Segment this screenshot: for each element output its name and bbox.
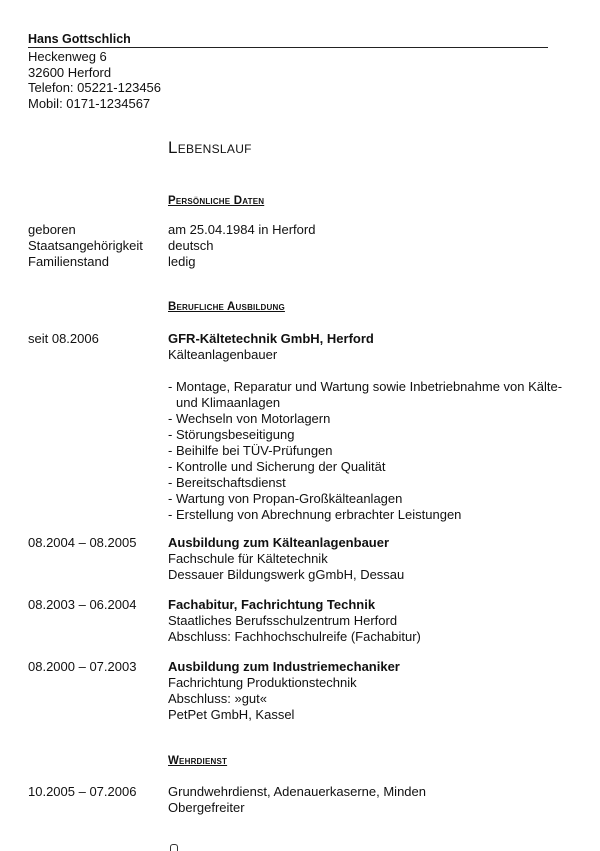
task-item: - Wechseln von Motorlagern	[168, 411, 331, 426]
entry-line: Fachrichtung Produktionstechnik	[168, 675, 357, 690]
section-heading-military: Wehrdienst	[168, 755, 228, 767]
entry-date: 08.2000 – 07.2003	[28, 659, 137, 674]
task-item: - Kontrolle und Sicherung der Qualität	[168, 459, 386, 474]
entry-line: Kälteanlagenbauer	[168, 347, 278, 362]
entry-line: Dessauer Bildungswerk gGmbH, Dessau	[168, 567, 405, 582]
row-label: geboren	[28, 222, 76, 237]
row-value: am 25.04.1984 in Herford	[168, 222, 316, 237]
city: 32600 Herford	[28, 64, 112, 80]
entry-line: Abschluss: Fachhochschulreife (Fachabitur)	[168, 629, 421, 644]
applicant-name: Hans Gottschlich	[28, 32, 131, 46]
row-label: Staatsangehörigkeit	[28, 238, 143, 253]
task-item: - Bereitschaftsdienst	[168, 475, 286, 490]
entry-content	[168, 784, 568, 816]
entry-content	[168, 331, 568, 523]
task-item: - Montage, Reparatur und Wartung sowie Inbetriebnahme von Kälte- und Klimaanlagen	[168, 379, 563, 410]
entry-date: 10.2005 – 07.2006	[28, 784, 137, 799]
row-value: deutsch	[168, 238, 214, 253]
section-heading-career: Berufliche Ausbildung	[168, 301, 285, 313]
entry-date: seit 08.2006	[28, 331, 99, 346]
entry-content	[168, 659, 568, 723]
entry-title: Ausbildung zum Industriemechaniker	[168, 659, 400, 674]
entry-content	[168, 597, 568, 645]
entry-content	[168, 535, 568, 583]
task-item: - Beihilfe bei TÜV-Prüfungen	[168, 443, 333, 458]
phone: Telefon: 05221-123456	[28, 80, 162, 95]
contact-header	[28, 32, 548, 111]
entry-title: Fachabitur, Fachrichtung Technik	[168, 597, 376, 612]
entry-line: PetPet GmbH, Kassel	[168, 707, 295, 722]
entry-title: GFR-Kältetechnik GmbH, Herford	[168, 331, 374, 346]
document-title: Lebenslauf	[168, 138, 252, 157]
entry-line: Abschluss: »gut«	[168, 691, 268, 706]
contact-address	[28, 49, 548, 111]
entry-line: Fachschule für Kältetechnik	[168, 551, 328, 566]
task-list	[168, 379, 568, 523]
row-label: Familienstand	[28, 254, 109, 269]
task-item: - Störungsbeseitigung	[168, 427, 295, 442]
entry-line: Obergefreiter	[168, 800, 245, 815]
entry-title: Ausbildung zum Kälteanlagenbauer	[168, 535, 390, 550]
entry-date: 08.2003 – 06.2004	[28, 597, 137, 612]
mobile: Mobil: 0171-1234567	[28, 95, 151, 111]
section-heading-personal: Persönliche Daten	[168, 195, 265, 207]
task-item: - Erstellung von Abrechnung erbrachter Leistungen	[168, 507, 462, 522]
entry-line: Staatliches Berufsschulzentrum Herford	[168, 613, 398, 628]
entry-date: 08.2004 – 08.2005	[28, 535, 137, 550]
header-divider	[28, 47, 548, 48]
entry-line: Grundwehrdienst, Adenauerkaserne, Minden	[168, 784, 426, 799]
task-item: - Wartung von Propan-Großkälteanlagen	[168, 491, 403, 506]
street: Heckenweg 6	[28, 49, 107, 64]
row-value: ledig	[168, 254, 196, 269]
